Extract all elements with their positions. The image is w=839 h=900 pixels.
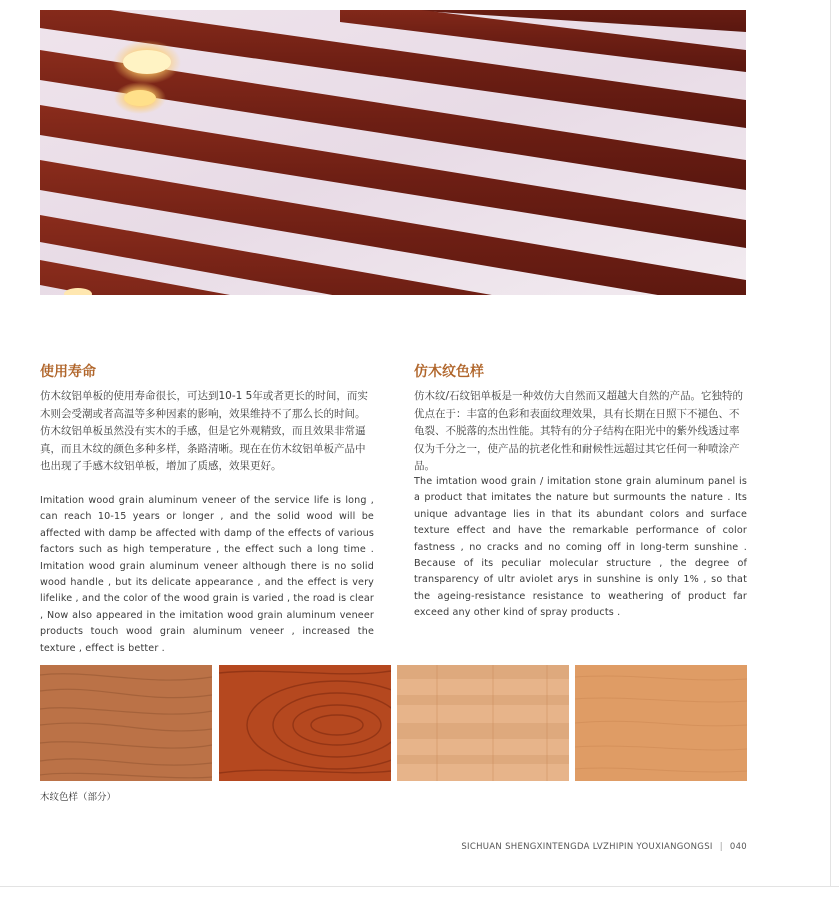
wood-slat-ceiling-icon [40, 10, 746, 295]
wood-swatch-2 [219, 665, 391, 781]
footer-company-name: SICHUAN SHENGXINTENGDA LVZHIPIN YOUXIANGONGSI [461, 842, 713, 852]
page-footer [461, 842, 747, 852]
wood-sample-heading: 仿木纹色样 [414, 364, 484, 380]
page-edge-right [830, 0, 831, 886]
wood-grain-icon [219, 665, 391, 781]
footer-separator: | [719, 842, 723, 852]
page-number: 040 [729, 842, 747, 852]
service-life-en-paragraph: Imitation wood grain aluminum veneer of the service life is long , can reach 10-15 years or longer , and the solid wood will be affected with damp be affected with damp of the effects of various factors such as high temperature , the effect such a long time . Imitation wood grain aluminum veneer although there is no solid wood handle , but its delicate appearance , and the effect is very lifelike , and the color of the wood grain is varied , the road is clear , Now also appeared in the imitation wood grain aluminum veneer products touch wood grain aluminum veneer , increased the texture , effect is better . [40, 495, 374, 654]
page-edge-bottom [0, 886, 839, 887]
wood-sample-cn-paragraph: 仿木纹/石纹铝单板是一种效仿大自然而又超越大自然的产品。它独特的优点在于：丰富的色彩和表面纹理效果，具有长期在日照下不褪色、不龟裂、不脱落的杰出性能。其特有的分子结构在阳光中的紫外线透过率仅为千分之一，使产品的抗老化性和耐候性远超过其它任何一种喷涂产品。 [414, 390, 744, 472]
wood-swatch-4 [575, 665, 747, 781]
wood-swatch-3 [397, 665, 569, 781]
wood-swatch-1 [40, 665, 212, 781]
hero-ceiling-photo [40, 10, 746, 295]
wood-sample-en-paragraph: The imtation wood grain / imitation stone grain aluminum panel is a product that imitates the nature but surmounts the nature . Its unique advantage lies in that its abundant colors and surface texture effect and have the remarkable performance of color fastness , no cracks and no coming off in long-term sunshine . Because of its peculiar molecular structure , the degree of transparency of ultr aviolet arys in sunshine is only 1% , so that the ageing-resistance resistance to weathering of product far exceed any other kind of spray products . [414, 476, 747, 619]
wood-grain-icon [575, 665, 747, 781]
service-life-heading: 使用寿命 [40, 364, 96, 380]
service-life-cn-paragraph: 仿木纹铝单板的使用寿命很长，可达到10-1 5年或者更长的时间，而实木则会受潮或者高温等多种因素的影响，效果维持不了那么长的时间。仿木纹铝单板虽然没有实木的手感，但是它外观精致，而且效果非常逼真，而且木纹的颜色多种多样，条路清晰。现在在仿木纹铝单板产品中也出现了手感木纹铝单板，增加了质感，效果更好。 [40, 390, 368, 472]
swatch-caption: 木纹色样（部分） [40, 792, 117, 803]
wood-grain-icon [40, 665, 212, 781]
wood-grain-icon [397, 665, 569, 781]
